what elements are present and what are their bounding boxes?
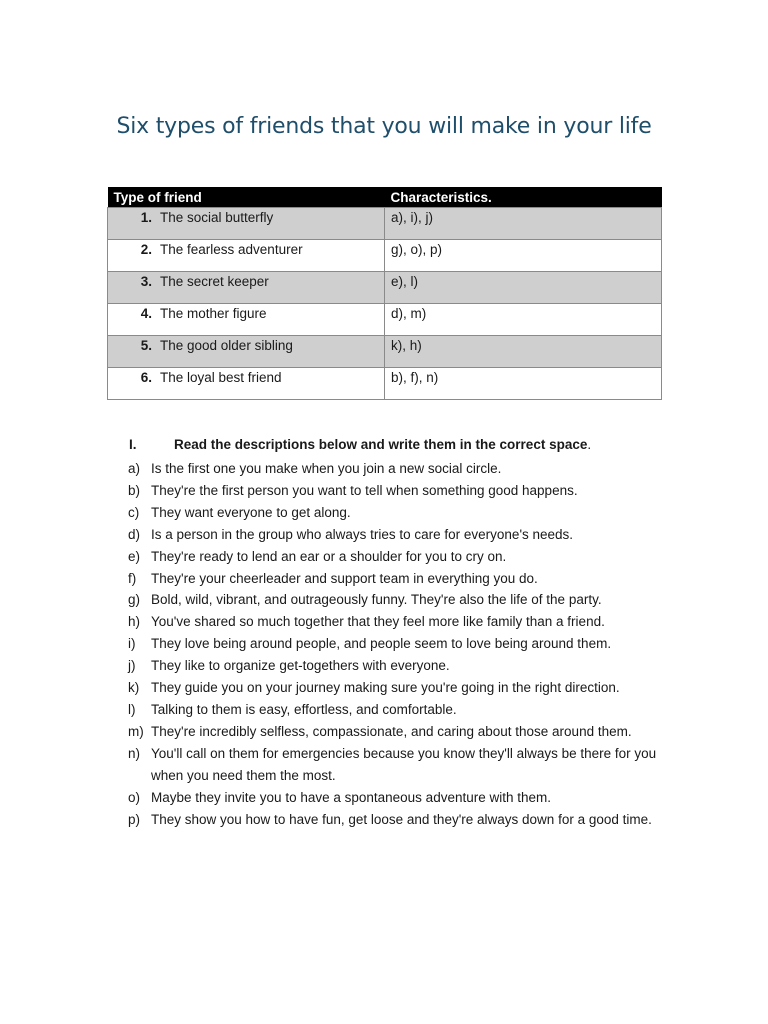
item-text: They guide you on your journey making sure you're going in the right direction. [151,680,620,696]
item-text: Is the first one you make when you join a new social circle. [151,461,502,476]
item-letter: p) [128,811,141,827]
item-letter: a) [128,461,141,476]
item-letter: k) [128,680,140,696]
table-row [108,208,662,240]
friend-cell [108,208,385,240]
list-item [128,677,658,699]
instruction-period: . [587,437,592,452]
item-letter: f) [128,570,137,586]
instruction-text: Read the descriptions below and write them in the correct space [174,437,588,452]
characteristics-cell: e), l) [385,272,662,304]
header-type-of-friend: Type of friend [108,187,385,208]
characteristics-cell: k), h) [385,336,662,368]
list-item [128,502,658,524]
table-row [108,368,662,400]
item-text: They want everyone to get along. [151,504,351,520]
friend-name: The secret keeper [160,274,269,289]
list-item [128,480,658,502]
list-item [128,809,658,831]
table-header-row [108,187,662,208]
row-number: 4. [140,306,152,321]
row-number: 5. [140,338,152,353]
item-letter: b) [128,482,141,498]
item-text: They love being around people, and people seem to love being around them. [151,636,612,652]
row-number: 2. [140,242,152,257]
item-letter: e) [128,548,141,564]
friend-cell [108,272,385,304]
item-letter: c) [128,504,140,520]
characteristics-cell: g), o), p) [385,240,662,272]
friends-table [107,187,662,400]
table-row [108,304,662,336]
item-text: Talking to them is easy, effortless, and comfortable. [151,701,457,717]
item-text: You've shared so much together that they feel more like family than a friend. [151,614,605,630]
instruction-heading [129,437,591,452]
item-text: You'll call on them for emergencies because you know they'll always be there for you when you need them the most. [151,745,657,783]
list-item [128,458,658,480]
item-text: Maybe they invite you to have a spontaneous adventure with them. [151,789,551,805]
list-item [128,743,658,787]
item-text: They're the first person you want to tell when something good happens. [151,482,578,498]
friend-cell [108,240,385,272]
page-title: Six types of friends that you will make in your life [116,114,652,139]
characteristics-cell: a), i), j) [385,208,662,240]
item-letter: g) [128,592,141,608]
row-number: 3. [140,274,152,289]
table-row [108,240,662,272]
list-item [128,787,658,809]
list-item [128,721,658,743]
friend-name: The social butterfly [160,210,274,225]
item-text: Is a person in the group who always tries to care for everyone's needs. [151,526,574,542]
item-letter: d) [128,526,141,542]
list-item [128,568,658,590]
descriptions-list [128,458,658,830]
list-item [128,611,658,633]
item-letter: l) [128,701,136,717]
table-row [108,272,662,304]
list-item [128,546,658,568]
list-item [128,655,658,677]
item-letter: m) [128,723,144,739]
item-text: Bold, wild, vibrant, and outrageously funny. They're also the life of the party. [151,592,602,608]
item-letter: n) [128,745,141,761]
list-item [128,699,658,721]
list-item [128,633,658,655]
item-letter: j) [128,658,136,674]
characteristics-cell: d), m) [385,304,662,336]
row-number: 6. [140,370,152,385]
item-text: They like to organize get-togethers with everyone. [151,658,450,674]
item-text: They're incredibly selfless, compassionate, and caring about those around them. [151,723,632,739]
friend-name: The good older sibling [160,338,293,353]
row-number: 1. [140,210,152,225]
characteristics-cell: b), f), n) [385,368,662,400]
table-row [108,336,662,368]
friend-name: The fearless adventurer [160,242,303,257]
friend-name: The loyal best friend [160,370,282,385]
friend-cell [108,304,385,336]
instruction-numeral: I. [129,437,137,452]
item-letter: h) [128,614,141,630]
item-letter: o) [128,789,141,805]
list-item [128,524,658,546]
header-characteristics: Characteristics. [385,187,662,208]
friend-cell [108,368,385,400]
item-letter: i) [128,636,136,652]
item-text: They're your cheerleader and support team in everything you do. [151,570,538,586]
item-text: They're ready to lend an ear or a shoulder for you to cry on. [151,548,507,564]
friend-name: The mother figure [160,306,267,321]
list-item [128,589,658,611]
friend-cell [108,336,385,368]
item-text: They show you how to have fun, get loose and they're always down for a good time. [151,811,652,827]
